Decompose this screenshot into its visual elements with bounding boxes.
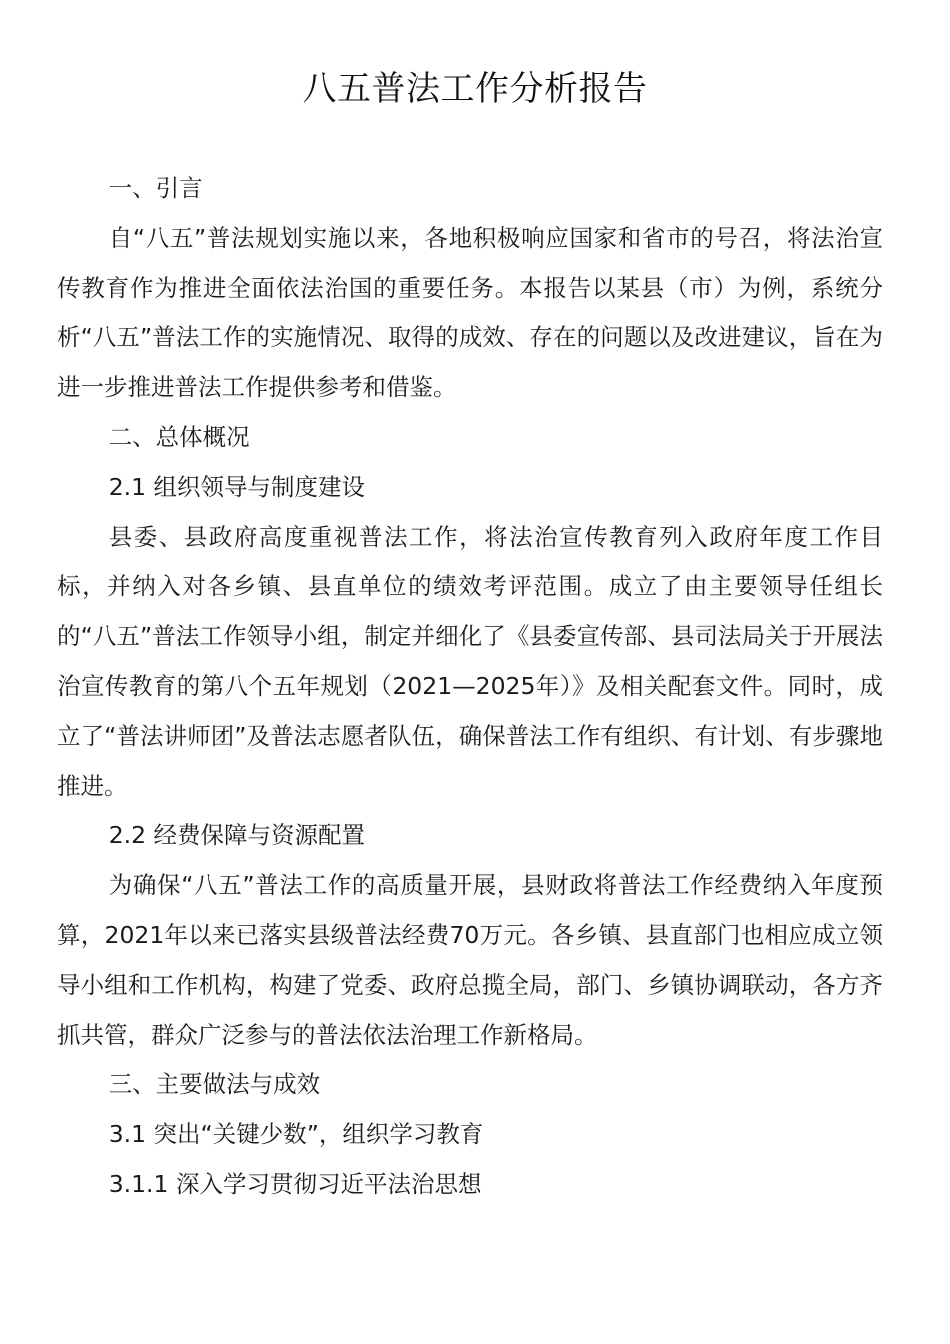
- paragraph-2-1: 县委、县政府高度重视普法工作，将法治宣传教育列入政府年度工作目标，并纳入对各乡镇、县直单位的绩效考评范围。成立了由主要领导任组长的“八五”普法工作领导小组，制定并细化了《县委宣传部、县司法局关于开展法治宣传教育的第八个五年规划（2021—2025年）》及相关配套文件。同时，成立了“普法讲师团”及普法志愿者队伍，确保普法工作有组织、有计划、有步骤地推进。: [57, 522, 883, 800]
- paragraph-2-2: 为确保“八五”普法工作的高质量开展，县财政将普法工作经费纳入年度预算，2021年以来已落实县级普法经费70万元。各乡镇、县直部门也相应成立领导小组和工作机构，构建了党委、政府总揽全局，部门、乡镇协调联动，各方齐抓共管，群众广泛参与的普法依法治理工作新格局。: [57, 871, 883, 1049]
- section-heading-intro: 一、引言: [108, 174, 203, 202]
- subsection-heading-2-1: 2.1 组织领导与制度建设: [108, 472, 366, 501]
- subsection-heading-2-2: 2.2 经费保障与资源配置: [108, 821, 366, 850]
- paragraph-intro: 自“八五”普法规划实施以来，各地积极响应国家和省市的号召，将法治宣传教育作为推进全面依法治国的重要任务。本报告以某县（市）为例，系统分析“八五”普法工作的实施情况、取得的成效、存在的问题以及改进建议，旨在为进一步推进普法工作提供参考和借鉴。: [57, 223, 883, 402]
- subsection-heading-3-1: 3.1 突出“关键少数”，组织学习教育: [108, 1120, 484, 1149]
- document-title: 八五普法工作分析报告: [302, 69, 648, 109]
- document-body: [57, 164, 883, 1210]
- section-heading-measures: 三、主要做法与成效: [108, 1070, 321, 1099]
- section-heading-overview: 二、总体概况: [108, 422, 250, 451]
- subsection-heading-3-1-1: 3.1.1 深入学习贯彻习近平法治思想: [108, 1169, 482, 1198]
